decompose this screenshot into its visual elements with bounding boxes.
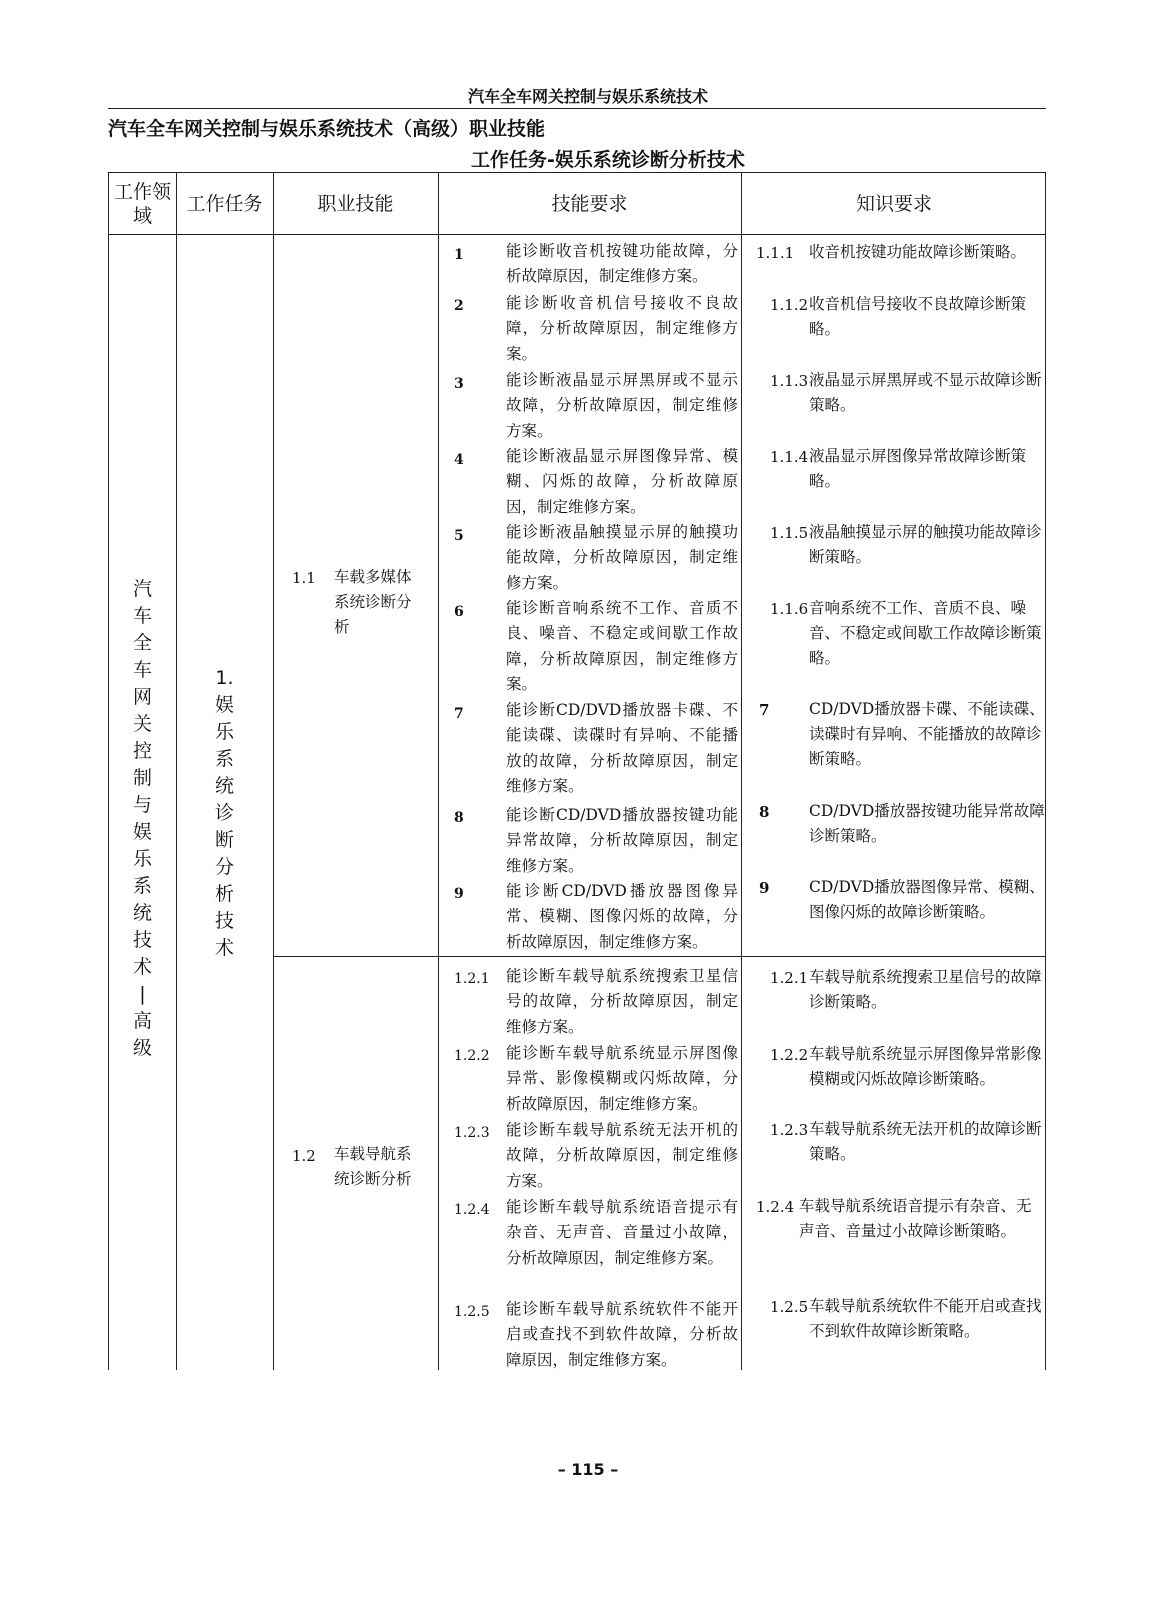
work-task-char: 术 [214, 937, 234, 959]
knowledge-number: 1.1.2 [770, 296, 809, 314]
work-domain-char: 乐 [132, 848, 152, 870]
work-domain-char: 技 [132, 929, 152, 951]
requirement-number: 4 [454, 452, 464, 468]
requirement-text: 能诊断CD/DVD播放器卡碟、不能读碟、读碟时有异响、不能播放的故障，分析故障原因，制定维修方案。 [506, 701, 738, 795]
knowledge-text: CD/DVD播放器卡碟、不能读碟、读碟时有异响、不能播放的故障诊断策略。 [809, 700, 1045, 768]
knowledge-text: 收音机信号接收不良故障诊断策略。 [809, 295, 1027, 338]
work-domain-char: 高 [132, 1010, 152, 1032]
work-task-char: 分 [214, 856, 234, 878]
skill-name: 车载多媒体系统诊断分析 [334, 568, 412, 636]
knowledge-number: 1.2.1 [770, 969, 809, 987]
knowledge-number: 1.1.1 [756, 244, 795, 262]
header-skill-requirements: 技能要求 [551, 192, 628, 215]
requirement-number: 6 [454, 604, 464, 620]
knowledge-text: 音响系统不工作、音质不良、噪音、不稳定或间歇工作故障诊断策略。 [809, 599, 1042, 667]
requirement-text: 能诊断收音机按键功能故障，分析故障原因，制定维修方案。 [506, 242, 738, 286]
work-task-char: 乐 [214, 721, 234, 743]
requirement-text: 能诊断车载导航系统显示屏图像异常、影像模糊或闪烁故障，分析故障原因，制定维修方案。 [506, 1044, 738, 1113]
work-domain-char: 统 [132, 902, 152, 924]
work-task-char: 系 [214, 748, 234, 770]
knowledge-text: 液晶触摸显示屏的触摸功能故障诊断策略。 [809, 523, 1042, 566]
work-domain-char: 关 [132, 713, 152, 735]
column-divider [438, 173, 439, 1370]
requirement-number: 1.2.3 [454, 1125, 490, 1141]
work-task-char: 诊 [214, 802, 234, 824]
header-rule [108, 108, 1046, 109]
skill-number: 1.1 [292, 569, 316, 587]
requirement-text: 能诊断车载导航系统无法开机的故障，分析故障原因，制定维修方案。 [506, 1121, 738, 1190]
requirement-text: 能诊断CD/DVD播放器图像异常、模糊、图像闪烁的故障，分析故障原因，制定维修方案。 [506, 882, 738, 951]
column-divider [273, 173, 274, 1370]
work-domain-char: 全 [132, 632, 152, 654]
knowledge-text: 车载导航系统显示屏图像异常影像模糊或闪烁故障诊断策略。 [809, 1045, 1042, 1088]
work-domain-char: 车 [132, 605, 152, 627]
work-task-cell [176, 665, 273, 962]
requirement-number: 1.2.1 [454, 971, 490, 987]
work-domain-char: 制 [132, 767, 152, 789]
knowledge-text: 液晶显示屏图像异常故障诊断策略。 [809, 447, 1027, 490]
knowledge-text: CD/DVD播放器图像异常、模糊、图像闪烁的故障诊断策略。 [809, 878, 1045, 921]
knowledge-number: 1.2.2 [770, 1046, 809, 1064]
requirement-text: 能诊断车载导航系统软件不能开启或查找不到软件故障，分析故障原因，制定维修方案。 [506, 1300, 738, 1369]
work-task-char: 技 [214, 910, 234, 932]
requirement-number: 5 [454, 528, 464, 544]
page-number: – 115 – [557, 1460, 619, 1479]
work-task-char: 析 [214, 883, 234, 905]
requirement-number: 1 [454, 247, 464, 263]
work-domain-char: 汽 [132, 578, 152, 600]
requirement-number: 7 [454, 706, 464, 722]
work-domain-char: 娱 [132, 821, 152, 843]
doc-title: 汽车全车网关控制与娱乐系统技术（高级）职业技能 [108, 118, 546, 140]
work-domain-cell [109, 576, 176, 1062]
skills-table [108, 172, 1046, 1370]
requirement-text: 能诊断CD/DVD播放器按键功能异常故障，分析故障原因，制定维修方案。 [506, 806, 738, 875]
knowledge-text: 车载导航系统软件不能开启或查找不到软件故障诊断策略。 [809, 1297, 1042, 1340]
work-task-char: 统 [214, 775, 234, 797]
knowledge-number: 1.2.3 [770, 1121, 809, 1139]
work-task-char: 断 [214, 829, 234, 851]
knowledge-text: 车载导航系统语音提示有杂音、无声音、音量过小故障诊断策略。 [799, 1197, 1032, 1240]
requirement-text: 能诊断液晶触摸显示屏的触摸功能故障，分析故障原因，制定维修方案。 [506, 523, 738, 592]
requirement-text: 能诊断音响系统不工作、音质不良、噪音、不稳定或间歇工作故障，分析故障原因，制定维修方案。 [506, 599, 738, 693]
knowledge-number: 1.1.3 [770, 372, 809, 390]
work-domain-char: 级 [132, 1037, 152, 1059]
knowledge-text: 收音机按键功能故障诊断策略。 [809, 243, 1027, 261]
requirement-text: 能诊断液晶显示屏图像异常、模糊、闪烁的故障，分析故障原因，制定维修方案。 [506, 447, 738, 516]
work-task-char: 1. [215, 667, 234, 689]
work-domain-char: 网 [132, 686, 152, 708]
running-header: 汽车全车网关控制与娱乐系统技术 [467, 87, 708, 106]
requirement-number: 1.2.4 [454, 1202, 490, 1218]
work-task-char: 娱 [214, 694, 234, 716]
row-divider [273, 956, 1045, 957]
knowledge-number: 9 [759, 879, 770, 897]
requirement-number: 3 [454, 376, 464, 392]
knowledge-number: 1.1.6 [770, 600, 809, 618]
header-skill: 职业技能 [317, 192, 394, 215]
doc-subtitle: 工作任务-娱乐系统诊断分析技术 [471, 149, 745, 171]
requirement-number: 2 [454, 298, 464, 314]
work-domain-char: | [139, 983, 146, 1005]
requirement-number: 1.2.5 [454, 1304, 490, 1320]
knowledge-text: CD/DVD播放器按键功能异常故障诊断策略。 [809, 802, 1045, 845]
work-domain-char: 与 [132, 794, 152, 816]
knowledge-number: 1.1.4 [770, 448, 809, 466]
knowledge-number: 1.2.5 [770, 1298, 809, 1316]
skill-name: 车载导航系统诊断分析 [334, 1145, 412, 1188]
knowledge-text: 车载导航系统无法开机的故障诊断策略。 [809, 1120, 1042, 1163]
header-work-task: 工作任务 [186, 192, 263, 215]
knowledge-text: 液晶显示屏黑屏或不显示故障诊断策略。 [809, 371, 1042, 414]
knowledge-number: 1.1.5 [770, 524, 809, 542]
header-divider [109, 234, 1045, 235]
requirement-text: 能诊断收音机信号接收不良故障，分析故障原因，制定维修方案。 [506, 294, 738, 363]
requirement-text: 能诊断车载导航系统搜索卫星信号的故障，分析故障原因，制定维修方案。 [506, 967, 738, 1036]
requirement-text: 能诊断车载导航系统语音提示有杂音、无声音、音量过小故障，分析故障原因，制定维修方案。 [506, 1198, 738, 1267]
skill-number: 1.2 [292, 1147, 316, 1165]
requirement-number: 1.2.2 [454, 1048, 490, 1064]
knowledge-number: 7 [759, 701, 770, 719]
work-domain-char: 术 [132, 956, 152, 978]
requirement-number: 9 [454, 886, 464, 902]
header-work-domain: 工作领域 [113, 180, 171, 227]
requirement-text: 能诊断液晶显示屏黑屏或不显示故障，分析故障原因，制定维修方案。 [506, 371, 738, 440]
work-domain-char: 车 [132, 659, 152, 681]
requirement-number: 8 [454, 810, 464, 826]
header-knowledge-requirements: 知识要求 [855, 192, 932, 215]
knowledge-number: 1.2.4 [756, 1198, 795, 1216]
knowledge-text: 车载导航系统搜索卫星信号的故障诊断策略。 [809, 968, 1042, 1011]
work-domain-char: 控 [132, 740, 152, 762]
work-domain-char: 系 [132, 875, 152, 897]
column-divider [741, 173, 742, 1370]
knowledge-number: 8 [759, 803, 770, 821]
